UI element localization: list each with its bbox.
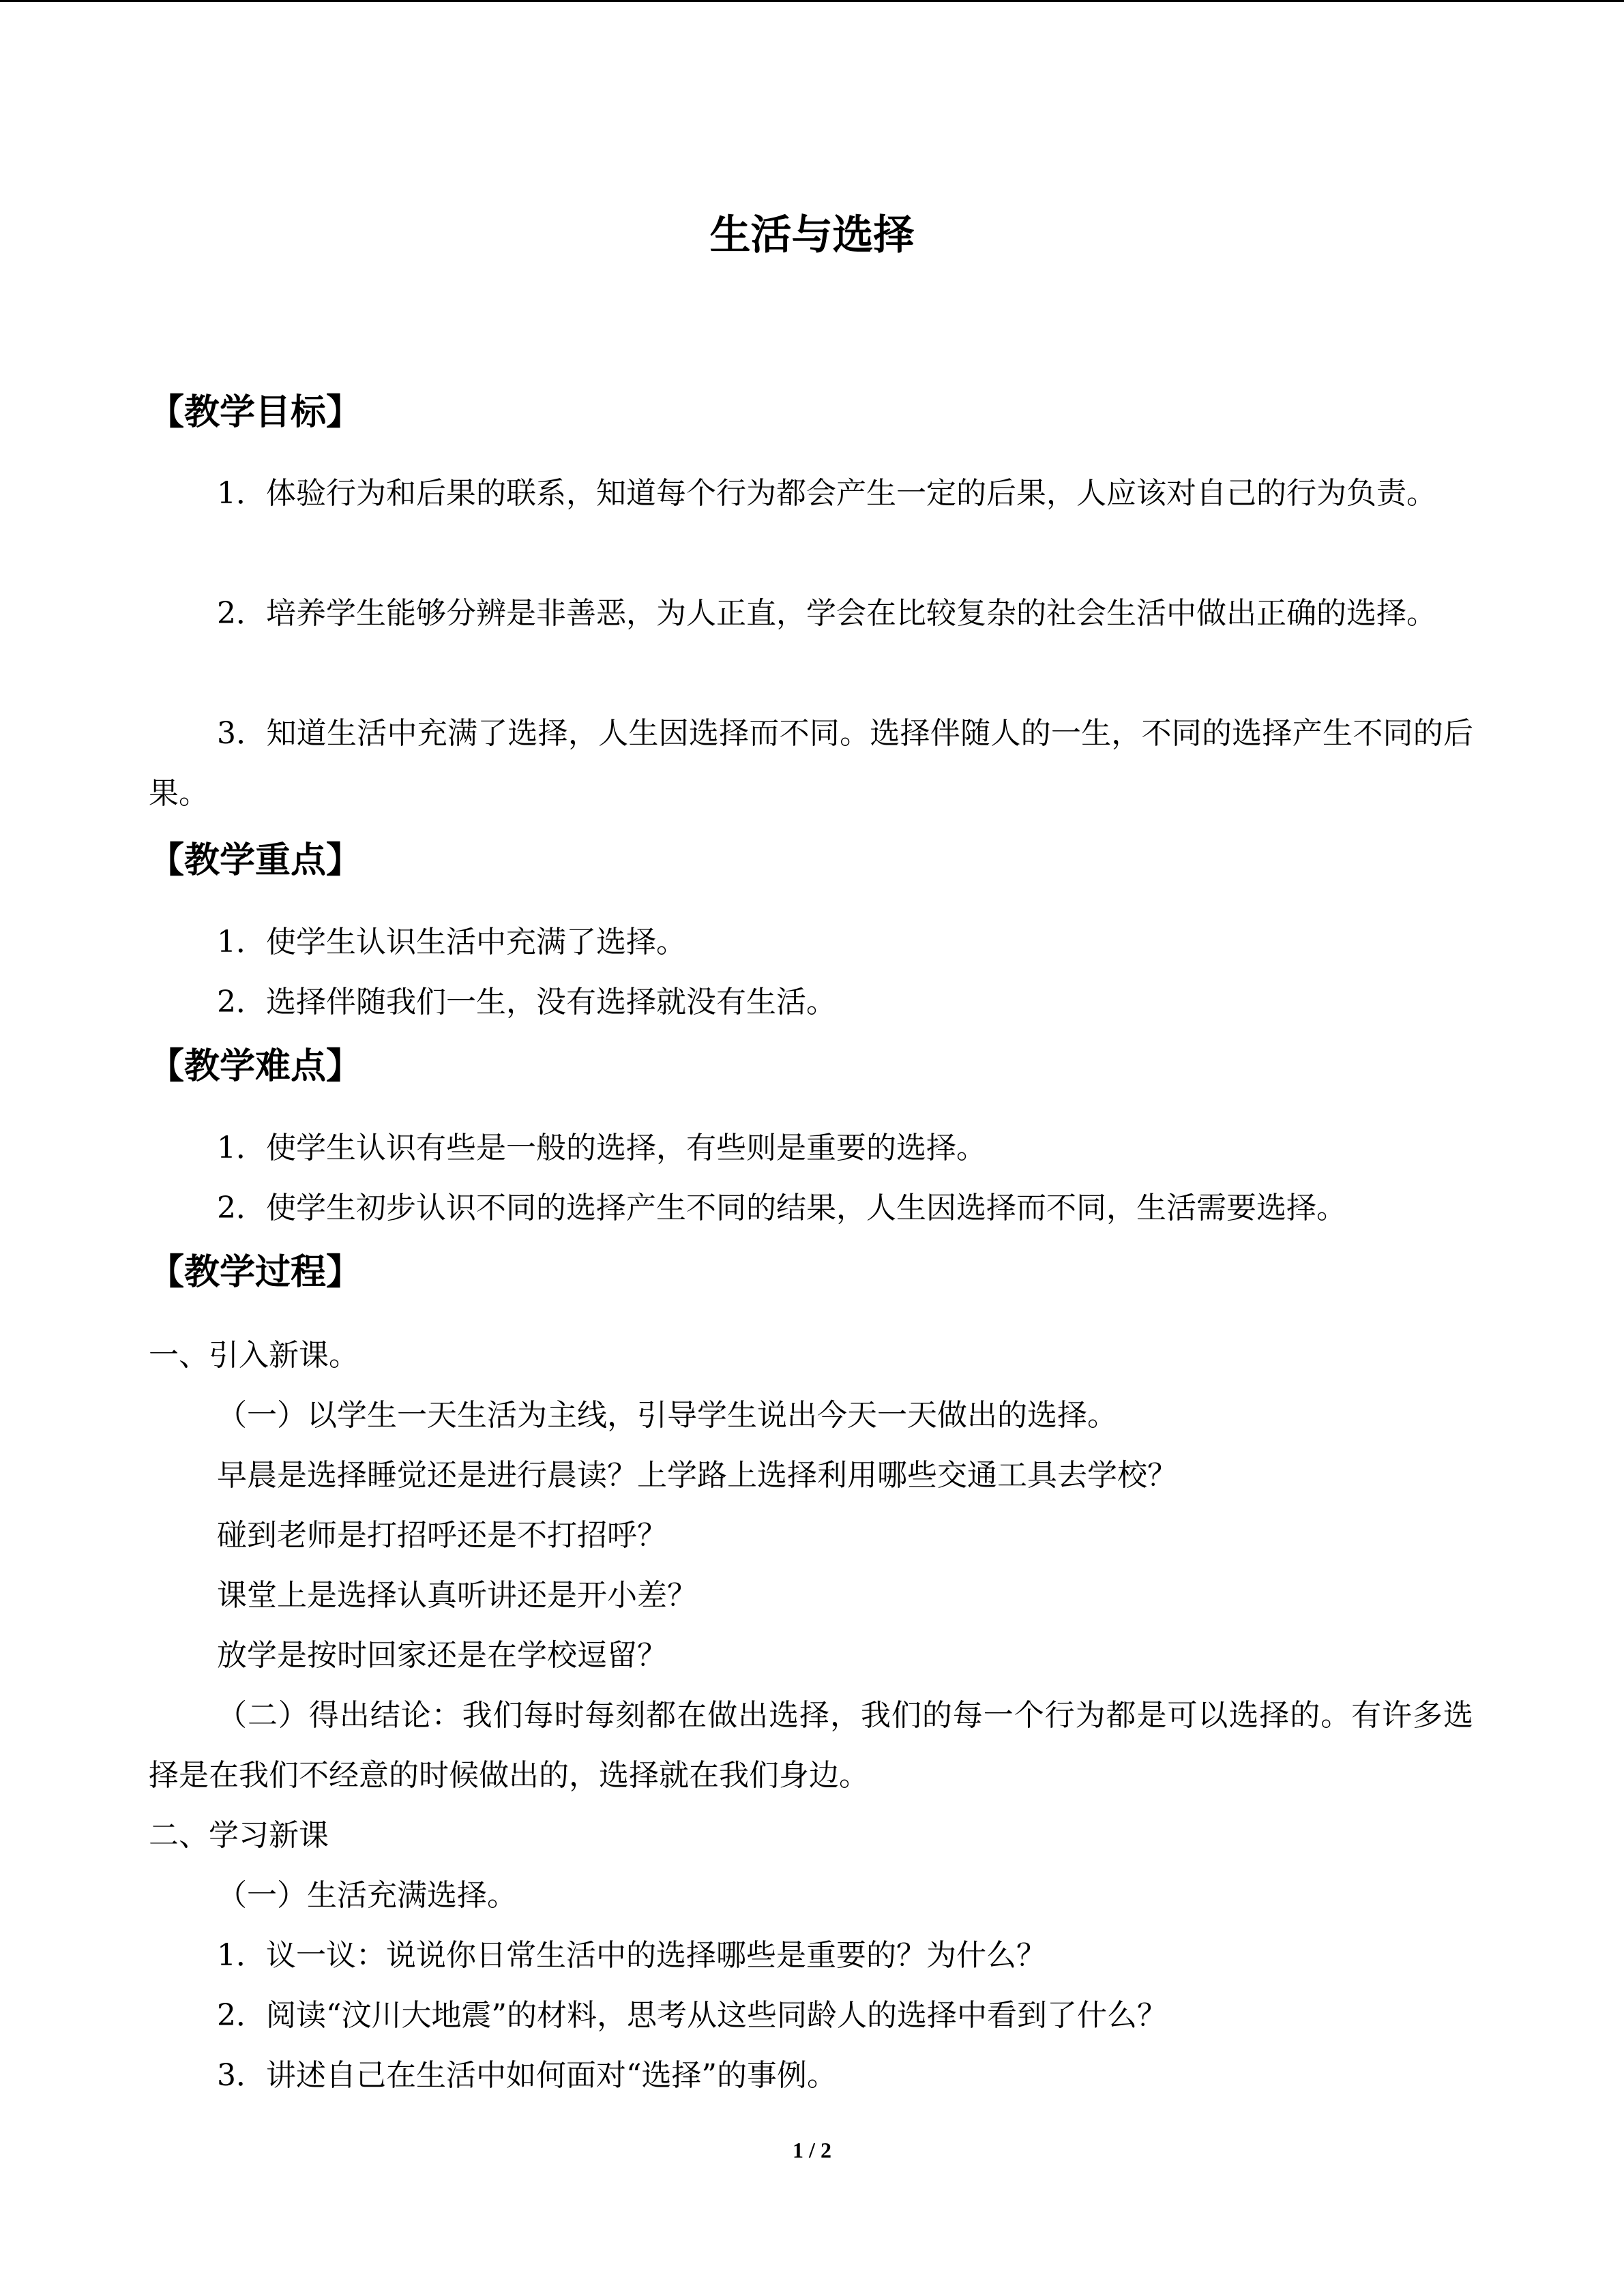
part2-item-3: 3．讲述自己在生活中如何面对“选择”的事例。 xyxy=(217,2058,837,2093)
objectives-heading: 【教学目标】 xyxy=(149,392,362,433)
objective-item-3: 3．知道生活中充满了选择，人生因选择而不同。选择伴随人的一生，不同的选择产生不同的后果。 xyxy=(149,716,1473,811)
document-title: 生活与选择 xyxy=(709,211,915,259)
difficulties-heading: 【教学难点】 xyxy=(149,1046,362,1087)
part1-title: 一、引入新课。 xyxy=(149,1338,359,1373)
part1-question-2: 碰到老师是打招呼还是不打招呼？ xyxy=(217,1518,667,1553)
part2-sub1: （一）生活充满选择。 xyxy=(217,1878,517,1913)
part1-sub2: （二）得出结论：我们每时每刻都在做出选择，我们的每一个行为都是可以选择的。有许多选择是在我们不经意的时候做出的，选择就在我们身边。 xyxy=(149,1698,1473,1793)
part2-item-1: 1．议一议：说说你日常生活中的选择哪些是重要的？为什么？ xyxy=(217,1938,1046,1973)
objective-item-1: 1．体验行为和后果的联系，知道每个行为都会产生一定的后果，人应该对自己的行为负责。 xyxy=(217,476,1436,511)
key-point-item-2: 2．选择伴随我们一生，没有选择就没有生活。 xyxy=(217,985,836,1019)
objective-item-2: 2．培养学生能够分辨是非善恶，为人正直，学会在比较复杂的社会生活中做出正确的选择。 xyxy=(217,596,1436,631)
key-points-heading: 【教学重点】 xyxy=(149,840,362,881)
key-point-item-1: 1．使学生认识生活中充满了选择。 xyxy=(217,925,686,959)
part1-question-1: 早晨是选择睡觉还是进行晨读？上学路上选择利用哪些交通工具去学校？ xyxy=(217,1458,1177,1493)
page-number: 1 / 2 xyxy=(793,2138,831,2162)
part2-title: 二、学习新课 xyxy=(149,1818,329,1853)
part2-item-2: 2．阅读“汶川大地震”的材料，思考从这些同龄人的选择中看到了什么？ xyxy=(217,1998,1167,2033)
difficulty-item-1: 1．使学生认识有些是一般的选择，有些则是重要的选择。 xyxy=(217,1131,986,1165)
part1-question-3: 课堂上是选择认真听讲还是开小差？ xyxy=(217,1578,697,1613)
part1-question-4: 放学是按时回家还是在学校逗留？ xyxy=(217,1638,667,1673)
difficulty-item-2: 2．使学生初步认识不同的选择产生不同的结果，人生因选择而不同，生活需要选择。 xyxy=(217,1191,1346,1225)
part1-sub1: （一）以学生一天生活为主线，引导学生说出今天一天做出的选择。 xyxy=(217,1398,1117,1433)
process-heading: 【教学过程】 xyxy=(149,1252,362,1293)
